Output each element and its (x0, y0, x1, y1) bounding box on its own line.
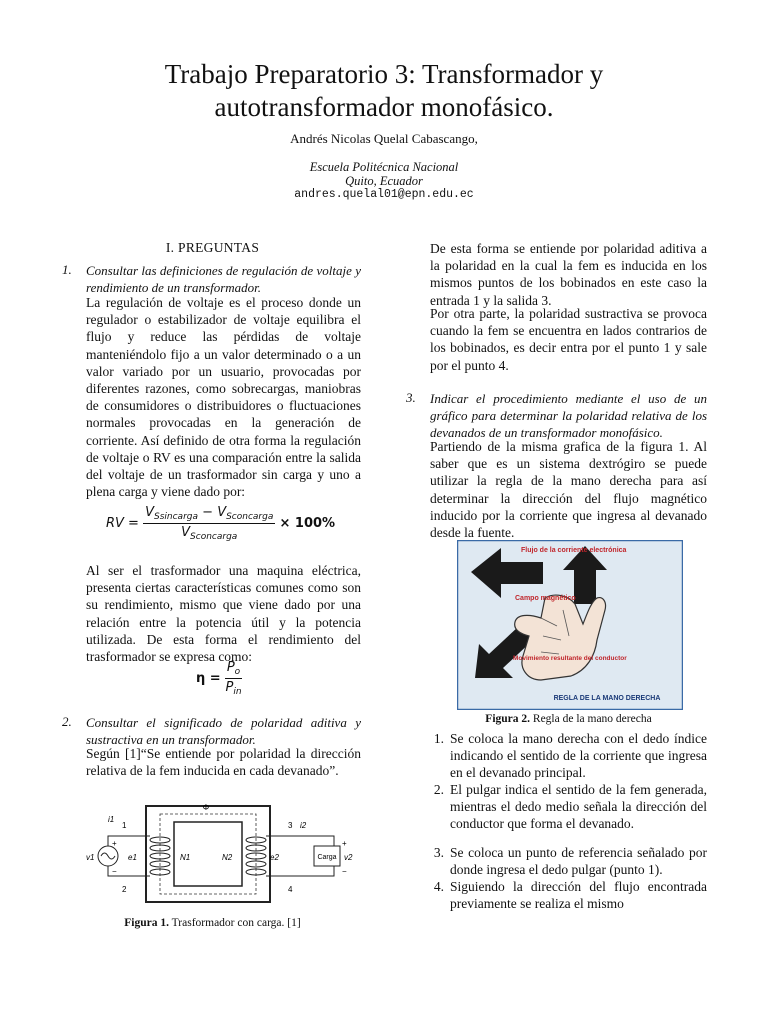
q1-number: 1. (62, 262, 72, 277)
q1-paragraph-2: Al ser el trasformador una maquina eléctrica, presenta ciertas características comunes como son su rendimiento, mismo que viene dado por una relación entre la potencia útil y la potencia utilizada. De esta forma el rendimiento del trasformador se expresa como: (86, 563, 361, 665)
rv-den: V (181, 525, 191, 540)
label-motion-text: Movimiento resultante del conductor (513, 655, 627, 662)
formula-rv-denominator (143, 524, 275, 542)
q2-question: Consultar el significado de polaridad aditiva y sustractiva en un transformador. (86, 715, 361, 747)
wire-4 (266, 866, 334, 876)
label-minus-left: − (112, 867, 117, 876)
label-e2: e2 (270, 853, 279, 862)
rv-den-sub: Sconcarga (190, 532, 238, 542)
label-e1: e1 (128, 853, 137, 862)
q2-number: 2. (62, 714, 72, 729)
label-right-hand-rule: REGLA DE LA MANO DERECHA (553, 695, 661, 702)
label-n2: N2 (222, 853, 233, 862)
formula-eta-numerator (225, 660, 242, 679)
paper-title (40, 58, 728, 124)
list-item-number: 4. (433, 879, 444, 894)
figure-2-caption-text: Regla de la mano derecha (530, 713, 652, 725)
list-item-number: 1. (433, 731, 444, 746)
label-i1: i1 (108, 815, 115, 824)
figure-2-right-hand-rule (457, 540, 683, 710)
flux-label: Φ (202, 803, 210, 812)
formula-rv-lhs: RV = (106, 516, 139, 531)
location: Quito, Ecuador (345, 174, 423, 188)
list-item-text: Se coloca la mano derecha con el dedo índice indicando el sentido de la corriente que ingresa en el devanado principal. (450, 731, 707, 781)
author-name: Andrés Nicolas Quelal Cabascango, (290, 131, 478, 146)
label-current-flow (521, 547, 627, 554)
formula-rv-numerator (143, 505, 275, 524)
label-v2: v2 (344, 853, 353, 862)
rv-num-b: V (217, 505, 227, 520)
label-current-text: Flujo de la corriente electrónica (521, 547, 627, 554)
right-paragraph-2: Por otra parte, la polaridad sustractiva se provoca cuando la fem se encuentra en lados contrarios de los bobinados, es decir entra por el punto 1 y sale por el punto 4. (430, 306, 707, 373)
eta-num: P (226, 660, 235, 675)
list-item-text: El pulgar indica el sentido de la fem generada, mientras el dedo medio señala la dirección del conductor que forma el devanado. (450, 782, 707, 832)
figure-1-caption (60, 917, 365, 929)
label-n1: N1 (180, 853, 191, 862)
title-line-2: autotransformador monofásico. (214, 92, 554, 122)
transformer-core-outer (146, 806, 270, 902)
figure-1-caption-label: Figura 1. (124, 917, 170, 929)
list-item-text: Se coloca un punto de referencia señalado por donde ingresa el dedo pulgar (punto 1). (450, 845, 707, 878)
section-heading: I. PREGUNTAS (165, 240, 260, 255)
list-item (424, 730, 707, 782)
list-item-number: 2. (433, 782, 444, 797)
q1-question: Consultar las definiciones de regulación de voltaje y rendimiento de un transformador. (86, 263, 361, 295)
figure-2-caption (430, 713, 707, 725)
label-resulting-motion (513, 655, 627, 662)
formula-rv-fraction (143, 505, 275, 542)
label-minus-right: − (342, 867, 347, 876)
q2-paragraph-1: Según [1]“Se entiende por polaridad la dirección relativa de la fem inducida en cada devanado”. (86, 746, 361, 779)
figure-1-transformer-diagram (84, 800, 364, 912)
title-line-1: Trabajo Preparatorio 3: Transformador y (164, 59, 604, 89)
right-paragraph-1: De esta forma se entiende por polaridad aditiva a la polaridad en la cual la fem es inducida en los mismos puntos de los bobinados en este caso la entrada 1 y la salida 3. (430, 241, 707, 308)
list-item (424, 781, 707, 851)
figure-1-caption-text: Trasformador con carga. [1] (169, 917, 301, 929)
label-1: 1 (122, 821, 127, 830)
q1-paragraph-1: La regulación de voltaje es el proceso donde un regulador o estabilizador de voltaje equilibra el flujo y reduce las pérdidas de voltaje manteniéndolo fijo a un valor determinado o a un valor variado por un usuario, provocadas por diferentes razones, como sobrecargas, maniobras de consumidores o distribuidores o fluctuaciones normales provocadas en la generación de corriente. Así definido de otra forma la regulación de voltaje o RV es una comparación entre la salida del voltaje de un trasformador sin carga y uno a plena carga y viene dado por: (86, 295, 361, 500)
formula-eta-denominator (225, 679, 242, 697)
formula-efficiency (196, 660, 242, 697)
rv-num-b-sub: Sconcarga (226, 512, 274, 522)
eta-den-sub: in (233, 687, 242, 697)
label-plus-right: + (342, 839, 347, 848)
load-label: Carga (317, 854, 337, 861)
label-4: 4 (288, 885, 293, 894)
label-magnetic-field: Campo magnético (515, 595, 576, 602)
eta-num-sub: o (234, 667, 241, 677)
label-v1: v1 (86, 853, 95, 862)
rv-num-a-sub: Ssincarga (154, 512, 198, 522)
eta-den: P (225, 680, 234, 695)
label-plus-left: + (112, 839, 117, 848)
list-item (424, 844, 707, 880)
label-i2: i2 (300, 821, 307, 830)
formula-rv-times: × 100% (279, 516, 336, 531)
author-email: andres.quelal01@epn.edu.ec (294, 188, 474, 201)
list-item (424, 878, 707, 914)
formula-voltage-regulation (106, 505, 361, 542)
q3-question: Indicar el procedimiento mediante el uso de un gráfico para determinar la polaridad relativa de los devanados de un transformador monofásico. (430, 391, 707, 440)
list-item-number: 3. (433, 845, 444, 860)
formula-eta-fraction (225, 660, 242, 697)
wire-3 (266, 836, 334, 846)
figure-2-caption-label: Figura 2. (485, 713, 531, 725)
label-2: 2 (122, 885, 127, 894)
label-3: 3 (288, 821, 293, 830)
rv-minus: − (202, 505, 214, 520)
q3-paragraph-1: Partiendo de la misma grafica de la figura 1. Al saber que es un sistema dextrógiro se puede utilizar la regla de la mano derecha para así determinar la dirección del flujo magnético inducido por la corriente que ingresa al devanado desde la fuente. (430, 439, 707, 541)
institution: Escuela Politécnica Nacional (309, 160, 459, 174)
q3-number: 3. (406, 390, 416, 405)
list-item-text: Siguiendo la dirección del flujo encontrada previamente se realiza el mismo (450, 879, 707, 912)
rv-num-a: V (145, 505, 154, 520)
formula-eta-lhs: η = (196, 671, 221, 686)
